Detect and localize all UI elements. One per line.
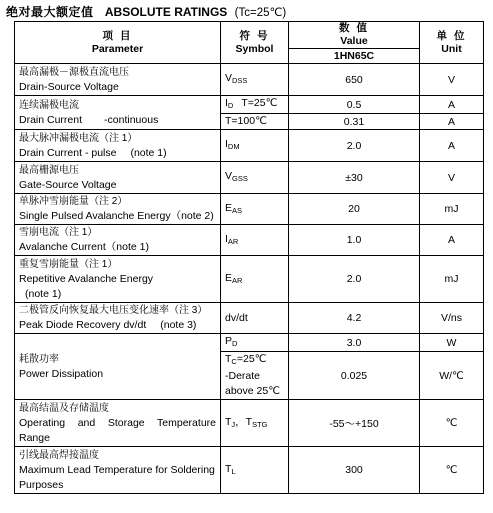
- unit-tj: ℃: [420, 400, 484, 447]
- header-part-number: 1HN65C: [289, 49, 420, 64]
- symbol-id: $I_D$ T=25℃: [221, 96, 289, 114]
- unit-dvdt: V/ns: [420, 303, 484, 334]
- header-row: [15, 22, 484, 49]
- param-vdss: 最高漏极－源极直流电压 Drain-Source Voltage: [15, 64, 221, 96]
- value-ear: 2.0: [289, 256, 420, 303]
- param-dvdt: 二极管反向恢复最大电压变化速率（注 3） Peak Diode Recovery dv/dt (note 3): [15, 303, 221, 334]
- header-value: 数 值 Value: [289, 22, 420, 49]
- unit-tl: ℃: [420, 447, 484, 494]
- table-row: [15, 96, 484, 114]
- unit-ear: mJ: [420, 256, 484, 303]
- unit-id-25: A: [420, 96, 484, 114]
- value-idm: 2.0: [289, 130, 420, 162]
- table-row: [15, 162, 484, 194]
- unit-eas: mJ: [420, 194, 484, 225]
- value-iar: 1.0: [289, 225, 420, 256]
- unit-idm: A: [420, 130, 484, 162]
- table-row: [15, 334, 484, 352]
- ratings-table: [14, 21, 484, 494]
- value-vdss: 650: [289, 64, 420, 96]
- unit-id-100: A: [420, 114, 484, 130]
- unit-vdss: V: [420, 64, 484, 96]
- param-idm: 最大脉冲漏极电流（注 1） Drain Current - pulse (note 1): [15, 130, 221, 162]
- symbol-pd: $P_D$: [221, 334, 289, 352]
- value-pd-derate: 0.025: [289, 352, 420, 400]
- unit-iar: A: [420, 225, 484, 256]
- value-id-100: 0.31: [289, 114, 420, 130]
- value-id-25: 0.5: [289, 96, 420, 114]
- param-eas: 单脉冲雪崩能量（注 2） Single Pulsed Avalanche Energy（note 2): [15, 194, 221, 225]
- symbol-vdss: $V_{DSS}$: [221, 64, 289, 96]
- table-row: [15, 400, 484, 447]
- symbol-idm: $I_{DM}$: [221, 130, 289, 162]
- page-title: [6, 3, 286, 20]
- title-condition: (Tc=25℃): [234, 7, 287, 19]
- symbol-id-100: T=100℃: [221, 114, 289, 130]
- symbol-eas: $E_{AS}$: [221, 194, 289, 225]
- param-pd: 耗散功率 Power Dissipation: [15, 334, 221, 400]
- value-eas: 20: [289, 194, 420, 225]
- table-row: [15, 194, 484, 225]
- table-row: [15, 303, 484, 334]
- value-dvdt: 4.2: [289, 303, 420, 334]
- title-cn: 绝对最大额定值: [6, 5, 94, 19]
- param-id: 连续漏极电流 Drain Current -continuous: [15, 96, 221, 130]
- symbol-iar: $I_{AR}$: [221, 225, 289, 256]
- table-row: [15, 225, 484, 256]
- param-iar: 雪崩电流（注 1） Avalanche Current（note 1): [15, 225, 221, 256]
- value-tj: -55～+150: [289, 400, 420, 447]
- value-pd: 3.0: [289, 334, 420, 352]
- header-symbol: 符 号 Symbol: [221, 22, 289, 64]
- symbol-vgss: $V_{GSS}$: [221, 162, 289, 194]
- symbol-ear: $E_{AR}$: [221, 256, 289, 303]
- unit-vgss: V: [420, 162, 484, 194]
- table-row: [15, 130, 484, 162]
- table-row: [15, 256, 484, 303]
- value-vgss: ±30: [289, 162, 420, 194]
- symbol-dvdt: dv/dt: [221, 303, 289, 334]
- unit-pd: W: [420, 334, 484, 352]
- symbol-tj: $T_J$，$T_{STG}$: [221, 400, 289, 447]
- value-tl: 300: [289, 447, 420, 494]
- header-parameter: 项 目 Parameter: [15, 22, 221, 64]
- param-ear: 重复雪崩能量（注 1） Repetitive Avalanche Energy (note 1): [15, 256, 221, 303]
- param-tj: 最高结温及存储温度 Operating and Storage Temperature Range: [15, 400, 221, 447]
- param-vgss: 最高栅源电压 Gate-Source Voltage: [15, 162, 221, 194]
- symbol-tl: $T_L$: [221, 447, 289, 494]
- header-unit: 单 位 Unit: [420, 22, 484, 64]
- table-row: [15, 447, 484, 494]
- title-en: ABSOLUTE RATINGS: [104, 5, 228, 19]
- symbol-pd-derate: $T_C=25℃$ -Derate above 25℃: [221, 352, 289, 400]
- table-row: [15, 64, 484, 96]
- param-tl: 引线最高焊接温度 Maximum Lead Temperature for Soldering Purposes: [15, 447, 221, 494]
- unit-pd-derate: W/℃: [420, 352, 484, 400]
